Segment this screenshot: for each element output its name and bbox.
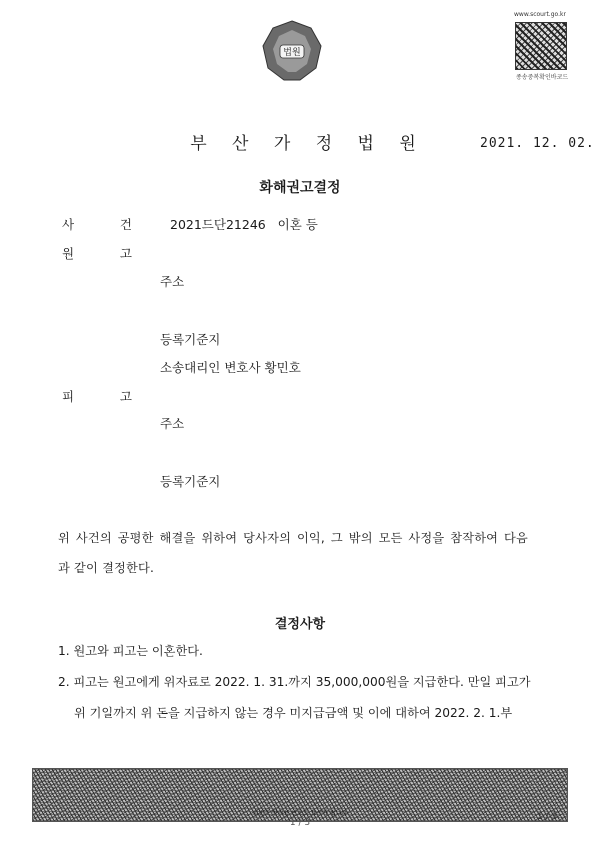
- case-number: 2021드단21246 이혼 등: [170, 217, 318, 232]
- plaintiff-registered-label: 등록기준지: [160, 332, 221, 347]
- qr-caption: 종송중복확인바코드: [516, 74, 569, 81]
- plaintiff-label: 원 고: [62, 246, 132, 261]
- footer-notice: 위변조 방지용 번호도 표시가 됩니다: [252, 810, 348, 817]
- seal-text: 법원: [283, 48, 301, 58]
- stamp-date: 2021. 12. 02.: [480, 136, 595, 151]
- intro-line-2: 과 같이 결정한다.: [58, 561, 155, 575]
- decision-item-2: 2. 피고는 원고에게 위자료로 2022. 1. 31.까지 35,000,000원을 지급한다. 만일 피고가: [58, 675, 531, 689]
- intro-line-1: 위 사건의 공평한 해결을 위하여 당사자의 이익, 그 밖의 모든 사정을 참작하여 다음: [58, 531, 528, 545]
- defendant-registered-label: 등록기준지: [160, 474, 221, 489]
- court-name: 부 산 가 정 법 원: [190, 134, 426, 154]
- defendant-label: 피 고: [62, 389, 132, 404]
- qr-code-image: [515, 22, 567, 70]
- case-label: 사 건: [62, 217, 132, 232]
- decision-section-title: 결정사항: [274, 617, 326, 632]
- footer-page-right: 1 / 3: [537, 812, 558, 822]
- document-title: 화해권고결정: [259, 180, 341, 196]
- decision-item-2-continued: 위 기일까지 위 돈을 지급하지 않는 경우 미지급금액 및 이에 대하여 2022. 2. 1.부: [74, 706, 513, 720]
- plaintiff-attorney: 소송대리인 변호사 황민호: [160, 360, 301, 375]
- footer-page-number: 1 / 3: [289, 818, 311, 828]
- defendant-address-label: 주소: [160, 416, 185, 431]
- intro-paragraph: [58, 523, 528, 583]
- decision-item-1: 1. 원고와 피고는 이혼한다.: [58, 644, 203, 658]
- plaintiff-address-label: 주소: [160, 274, 185, 289]
- court-seal: [259, 18, 325, 84]
- qr-url: www.scourt.go.kr: [514, 11, 566, 18]
